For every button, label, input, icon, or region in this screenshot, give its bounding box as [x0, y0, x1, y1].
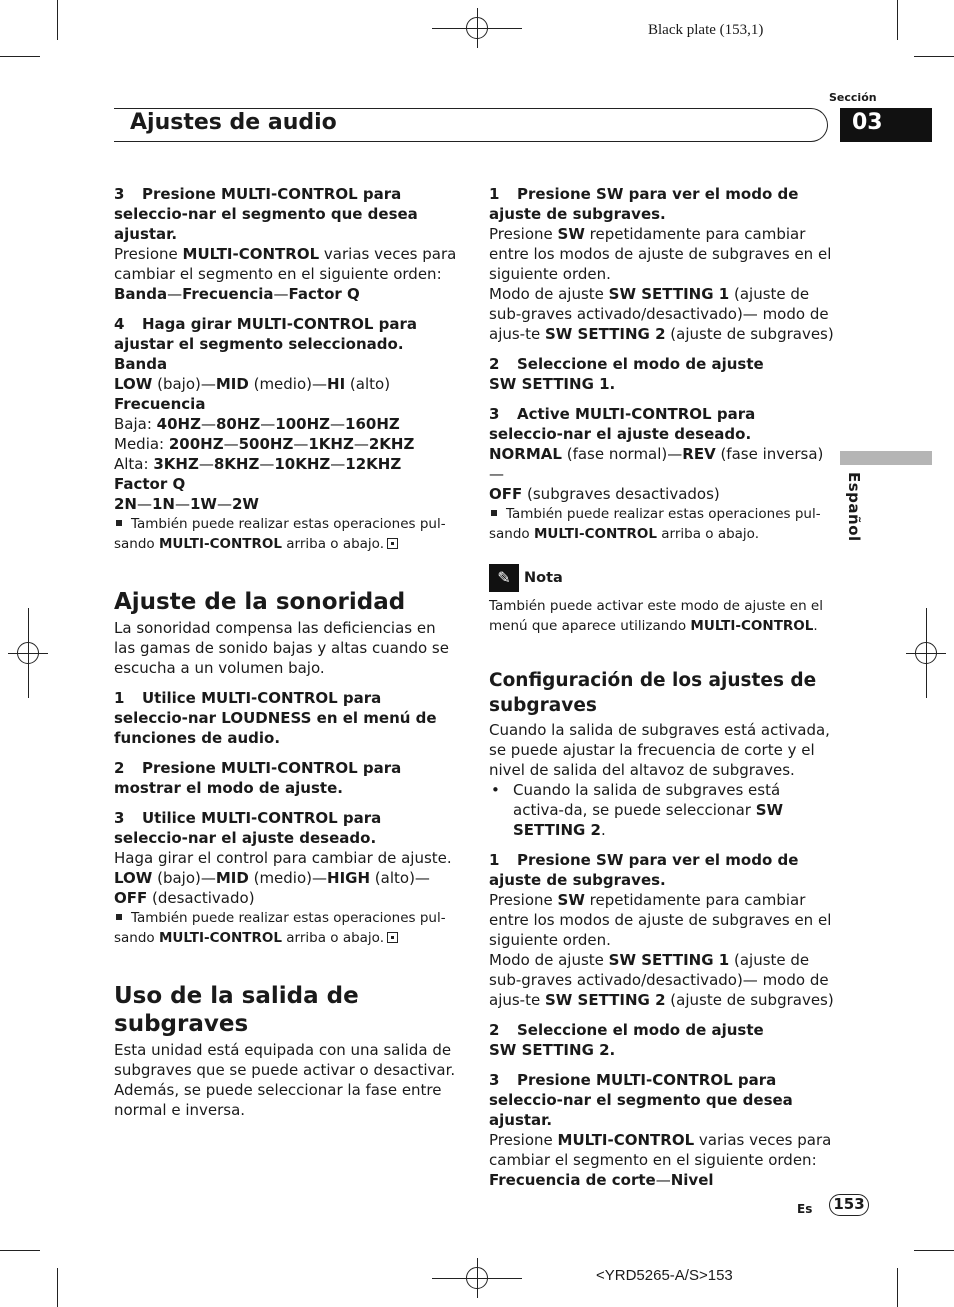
step-heading: 3 Utilice MULTI-CONTROL para seleccio-nar el ajuste deseado. — [114, 809, 382, 847]
step-heading: 2 Seleccione el modo de ajuste SW SETTING 1. — [489, 355, 764, 393]
option-sequence: Baja: 40HZ—80HZ—100HZ—160HZ — [114, 415, 400, 433]
step-heading: 3 Active MULTI-CONTROL para seleccio-nar el ajuste deseado. — [489, 405, 756, 443]
note-header — [489, 564, 834, 592]
trim-mark — [914, 56, 954, 57]
square-bullet-icon — [116, 520, 122, 526]
step-heading: 2 Presione MULTI-CONTROL para mostrar el modo de ajuste. — [114, 759, 402, 797]
page-number: 153 — [829, 1194, 869, 1216]
language-label: Español — [845, 472, 863, 542]
trim-mark — [57, 0, 58, 40]
trim-mark — [57, 1268, 58, 1307]
registration-mark — [432, 1258, 522, 1298]
right-column — [489, 184, 834, 1190]
paragraph: Presione SW repetidamente para cambiar entre los modos de ajuste de subgraves en el siguiente orden. — [489, 891, 832, 949]
paragraph: Modo de ajuste SW SETTING 1 (ajuste de sub-graves activado/desactivado)— modo de ajus-te SW SETTING 2 (ajuste de subgraves) — [489, 951, 834, 1009]
option-sequence: LOW (bajo)—MID (medio)—HIGH (alto)— OFF (desactivado) — [114, 869, 430, 907]
tip-note: También puede realizar estas operaciones pul-sando MULTI-CONTROL arriba o abajo. — [489, 506, 821, 542]
pencil-icon: ✎ — [489, 564, 519, 592]
option-sequence: 2N—1N—1W—2W — [114, 495, 259, 513]
bullet-icon: • — [491, 781, 500, 799]
note-text: También puede activar este modo de ajuste en el menú que aparece utilizando MULTI-CONTROL. — [489, 598, 823, 634]
option-sequence: LOW (bajo)—MID (medio)—HI (alto) — [114, 375, 391, 393]
trim-mark — [897, 0, 898, 40]
sub-label: Frecuencia — [114, 395, 206, 413]
trim-mark — [914, 1250, 954, 1251]
paragraph: La sonoridad compensa las deficiencias en las gamas de sonido bajas y altas cuando se escucha a un volumen bajo. — [114, 619, 449, 677]
option-sequence: Media: 200HZ—500HZ—1KHZ—2KHZ — [114, 435, 415, 453]
trim-mark — [897, 1268, 898, 1307]
paragraph: Esta unidad está equipada con una salida de subgraves que se puede activar o desactivar. Además, se puede seleccionar la fase entre normal e inversa. — [114, 1041, 456, 1119]
section-heading: Configuración de los ajustes de subgraves — [489, 670, 817, 716]
section-heading: Uso de la salida de subgraves — [114, 983, 359, 1037]
paragraph: Modo de ajuste SW SETTING 1 (ajuste de sub-graves activado/desactivado)— modo de ajus-te SW SETTING 2 (ajuste de subgraves) — [489, 285, 834, 343]
trim-mark — [0, 56, 40, 57]
note-label: Nota — [524, 570, 563, 586]
left-column — [114, 184, 459, 1120]
sub-label: Banda — [114, 355, 168, 373]
page-title: Ajustes de audio — [130, 110, 337, 135]
registration-mark — [432, 8, 522, 48]
step-heading: 3 Presione MULTI-CONTROL para seleccio-nar el segmento que desea ajustar. — [489, 1071, 793, 1129]
square-bullet-icon — [116, 914, 122, 920]
paragraph: Haga girar el control para cambiar de ajuste. — [114, 849, 452, 867]
square-bullet-icon — [491, 510, 497, 516]
paragraph: Presione MULTI-CONTROL varias veces para cambiar el segmento en el siguiente orden: — [489, 1131, 832, 1169]
bullet-item: • Cuando la salida de subgraves está activa-da, se puede seleccionar SW SETTING 2. — [491, 781, 784, 839]
step-heading: 4 Haga girar MULTI-CONTROL para ajustar el segmento seleccionado. — [114, 315, 418, 353]
paragraph: Presione SW repetidamente para cambiar entre los modos de ajuste de subgraves en el siguiente orden. — [489, 225, 832, 283]
footer-lang-code: Es — [797, 1202, 813, 1216]
plate-label: Black plate (153,1) — [648, 22, 764, 38]
language-tab — [840, 451, 932, 465]
paragraph: Presione MULTI-CONTROL varias veces para cambiar el segmento en el siguiente orden: — [114, 245, 457, 283]
option-sequence: NORMAL (fase normal)—REV (fase inversa)— OFF (subgraves desactivados) — [489, 445, 824, 503]
trim-mark — [0, 1250, 40, 1251]
tip-note: También puede realizar estas operaciones pul-sando MULTI-CONTROL arriba o abajo. — [114, 516, 446, 552]
step-heading: 1 Utilice MULTI-CONTROL para seleccio-nar LOUDNESS en el menú de funciones de audio. — [114, 689, 437, 747]
tip-note: También puede realizar estas operaciones pul-sando MULTI-CONTROL arriba o abajo. — [114, 910, 446, 946]
step-heading: 1 Presione SW para ver el modo de ajuste de subgraves. — [489, 851, 799, 889]
option-sequence: Alta: 3KHZ—8KHZ—10KHZ—12KHZ — [114, 455, 402, 473]
order-sequence: Frecuencia de corte—Nivel — [489, 1171, 714, 1189]
registration-mark — [8, 608, 48, 698]
registration-mark — [906, 608, 946, 698]
step-heading: 3 Presione MULTI-CONTROL para seleccio-nar el segmento que desea ajustar. — [114, 185, 418, 243]
end-mark-icon — [387, 932, 398, 943]
step-heading: 1 Presione SW para ver el modo de ajuste de subgraves. — [489, 185, 799, 223]
step-heading: 2 Seleccione el modo de ajuste SW SETTING 2. — [489, 1021, 764, 1059]
sub-label: Factor Q — [114, 475, 186, 493]
job-code: <YRD5265-A/S>153 — [596, 1267, 733, 1284]
section-heading: Ajuste de la sonoridad — [114, 589, 406, 615]
order-sequence: Banda—Frecuencia—Factor Q — [114, 285, 360, 303]
section-number: 03 — [840, 108, 932, 142]
section-label: Sección — [829, 91, 877, 104]
end-mark-icon — [387, 538, 398, 549]
paragraph: Cuando la salida de subgraves está activada, se puede ajustar la frecuencia de corte y el nivel de salida del altavoz de subgraves. — [489, 721, 830, 779]
